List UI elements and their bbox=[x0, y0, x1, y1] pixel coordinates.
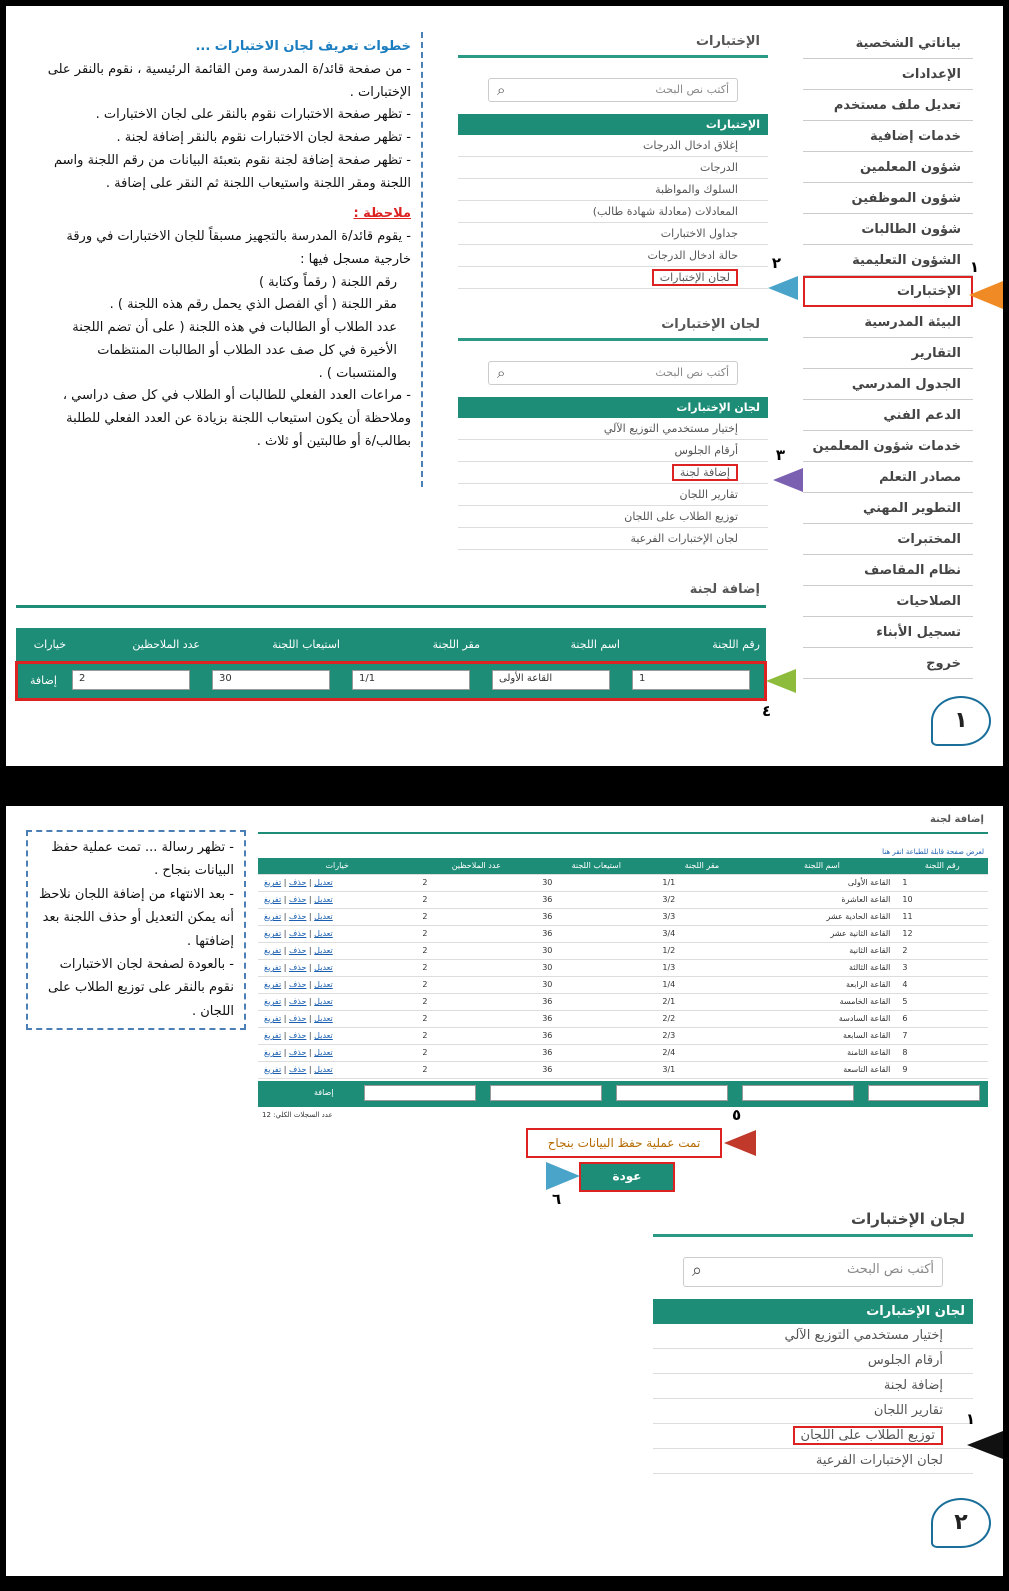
main-menu-item[interactable]: شؤون الموظفين bbox=[803, 183, 973, 214]
table-options: تعديل | حذف | تفريغ bbox=[258, 959, 416, 976]
table-row bbox=[258, 874, 988, 891]
table-cell: 36 bbox=[536, 891, 656, 908]
table-cell: 10 bbox=[896, 891, 988, 908]
committees-submenu-title-2: لجان الإختبارات bbox=[653, 1204, 973, 1237]
option-link[interactable]: حذف bbox=[288, 980, 307, 989]
main-menu-item[interactable]: الإعدادات bbox=[803, 59, 973, 90]
step-marker-2: ٢ bbox=[771, 254, 781, 272]
step-marker-5: ٥ bbox=[732, 1106, 742, 1124]
main-menu bbox=[803, 28, 973, 679]
table-header: استيعاب اللجنة bbox=[536, 858, 656, 874]
committees-menu-item-label: توزيع الطلاب على اللجان bbox=[624, 510, 738, 523]
option-link[interactable]: حذف bbox=[288, 1048, 307, 1057]
table-cell: 1 bbox=[896, 874, 988, 891]
option-link[interactable]: تفريغ bbox=[264, 895, 282, 904]
option-link[interactable]: تفريغ bbox=[264, 1065, 282, 1074]
add-form-header: رقم اللجنة bbox=[712, 638, 760, 651]
table-options: تعديل | حذف | تفريغ bbox=[258, 993, 416, 1010]
blue-arrow-icon bbox=[768, 276, 798, 300]
table-cell: 2 bbox=[416, 1044, 536, 1061]
instructions-note-2 bbox=[26, 830, 246, 1030]
add-form-field[interactable]: 2 bbox=[72, 670, 190, 690]
table-cell: 2 bbox=[416, 1027, 536, 1044]
committees-menu-item[interactable] bbox=[653, 1424, 973, 1449]
option-link[interactable]: تعديل bbox=[314, 878, 333, 887]
main-menu-item[interactable]: الصلاحيات bbox=[803, 586, 973, 617]
table-row bbox=[258, 1044, 988, 1061]
table-options: تعديل | حذف | تفريغ bbox=[258, 976, 416, 993]
step-marker-4: ٤ bbox=[762, 702, 772, 720]
table-page-title: إضافة لجنة bbox=[258, 812, 988, 834]
exams-menu-item[interactable] bbox=[458, 223, 768, 245]
table-add-field[interactable] bbox=[616, 1085, 728, 1101]
committees-menu-item-label: لجان الإختبارات الفرعية bbox=[815, 1453, 943, 1468]
committees-menu-item-label: إضافة لجنة bbox=[883, 1378, 943, 1393]
table-add-field[interactable] bbox=[364, 1085, 476, 1101]
table-cell: 1/1 bbox=[656, 874, 747, 891]
committees-menu-item[interactable] bbox=[458, 440, 768, 462]
add-form-field[interactable]: 30 bbox=[212, 670, 330, 690]
instruction-line: - بعد الانتهاء من إضافة اللجان نلاحظ أنه يمكن التعديل أو حذف اللجنة بعد إضافتها . bbox=[38, 886, 234, 949]
table-options: تعديل | حذف | تفريغ bbox=[258, 1061, 416, 1078]
main-menu-item[interactable]: البيئة المدرسية bbox=[803, 307, 973, 338]
black-arrow-icon bbox=[967, 1431, 1003, 1459]
committees-menu-item-label: إختيار مستخدمي التوزيع الآلي bbox=[603, 422, 738, 435]
exams-submenu-title: الإختبارات bbox=[458, 28, 768, 58]
table-cell: 30 bbox=[536, 874, 656, 891]
exams-menu-item[interactable] bbox=[458, 245, 768, 267]
table-header: اسم اللجنة bbox=[747, 858, 896, 874]
success-message: تمت عملية حفظ البيانات بنجاح bbox=[526, 1128, 722, 1158]
main-menu-item[interactable]: الإختبارات bbox=[803, 276, 973, 307]
committees-submenu bbox=[458, 311, 768, 550]
table-row bbox=[258, 908, 988, 925]
table-cell: 7 bbox=[896, 1027, 988, 1044]
committees-active-item-2[interactable]: لجان الإختبارات bbox=[653, 1299, 973, 1324]
instructions-title: خطوات تعريف لجان الاختبارات ... bbox=[195, 39, 411, 54]
option-link[interactable]: تفريغ bbox=[264, 946, 282, 955]
table-cell: 2/1 bbox=[656, 993, 747, 1010]
add-form-header: استيعاب اللجنة bbox=[272, 638, 340, 651]
add-form-field[interactable]: 1 bbox=[632, 670, 750, 690]
option-link[interactable]: تعديل bbox=[314, 929, 333, 938]
search-icon[interactable]: ⌕ bbox=[692, 1260, 703, 1281]
main-menu-item[interactable]: مصادر التعلم bbox=[803, 462, 973, 493]
table-cell: القاعة الثالثة bbox=[747, 959, 896, 976]
add-form-header: اسم اللجنة bbox=[570, 638, 620, 651]
table-cell: 3/1 bbox=[656, 1061, 747, 1078]
table-options: تعديل | حذف | تفريغ bbox=[258, 1044, 416, 1061]
orange-arrow-icon bbox=[969, 281, 1003, 309]
step-marker-1: ١ bbox=[969, 258, 979, 276]
table-cell: القاعة العاشرة bbox=[747, 891, 896, 908]
search-input[interactable]: أكتب نص البحث ⌕ bbox=[488, 361, 738, 385]
note-line: - مراعات العدد الفعلي للطالبات أو الطلاب في كل صف دراسي ، وملاحظة أن يكون استيعاب اللجنة بزيادة عن العدد الفعلي للطلبة بطالب/ة أو طالبتين أو ثلاث . bbox=[62, 388, 411, 449]
option-link[interactable]: تفريغ bbox=[264, 997, 282, 1006]
committees-menu-item-label: لجان الإختبارات الفرعية bbox=[630, 532, 738, 545]
table-cell: 8 bbox=[896, 1044, 988, 1061]
table-cell: 2 bbox=[416, 925, 536, 942]
blue-arrow-icon bbox=[546, 1162, 580, 1190]
option-link[interactable]: تفريغ bbox=[264, 1048, 282, 1057]
add-form-header: عدد الملاحظين bbox=[132, 638, 200, 651]
table-header: خيارات bbox=[258, 858, 416, 874]
table-cell: 2 bbox=[416, 976, 536, 993]
table-cell: 3/2 bbox=[656, 891, 747, 908]
table-cell: 2 bbox=[896, 942, 988, 959]
note-line: - يقوم قائد/ة المدرسة بالتجهيز مسبقاً للجان الاختبارات في ورقة خارجية مسجل فيها : bbox=[66, 229, 411, 267]
option-link[interactable]: حذف bbox=[288, 1031, 307, 1040]
table-cell: 9 bbox=[896, 1061, 988, 1078]
main-menu-item[interactable]: التطوير المهني bbox=[803, 493, 973, 524]
table-cell: القاعة السابعة bbox=[747, 1027, 896, 1044]
step-marker-6: ٦ bbox=[552, 1190, 562, 1208]
back-button[interactable]: عودة bbox=[581, 1164, 673, 1190]
table-cell: 2 bbox=[416, 891, 536, 908]
step-marker-3: ٣ bbox=[775, 446, 785, 464]
main-menu-item[interactable]: نظام المقاصف bbox=[803, 555, 973, 586]
table-add-row bbox=[258, 1081, 988, 1107]
exams-menu-item[interactable] bbox=[458, 201, 768, 223]
table-row bbox=[258, 1027, 988, 1044]
add-form-field[interactable]: القاعة الأولى bbox=[492, 670, 610, 690]
committees-table-panel bbox=[258, 812, 988, 1123]
table-cell: القاعة الخامسة bbox=[747, 993, 896, 1010]
committees-menu-item-label: توزيع الطلاب على اللجان bbox=[793, 1426, 943, 1445]
main-menu-item[interactable]: الدعم الفني bbox=[803, 400, 973, 431]
table-options: تعديل | حذف | تفريغ bbox=[258, 1027, 416, 1044]
option-link[interactable]: تفريغ bbox=[264, 929, 282, 938]
table-header: رقم اللجنة bbox=[896, 858, 988, 874]
table-row bbox=[258, 942, 988, 959]
option-link[interactable]: حذف bbox=[288, 895, 307, 904]
tutorial-panel-2 bbox=[6, 806, 1003, 1576]
exams-menu-item[interactable] bbox=[458, 157, 768, 179]
main-menu-item[interactable]: الشؤون التعليمية bbox=[803, 245, 973, 276]
page-number-seal-2: ٢ bbox=[931, 1498, 991, 1548]
table-cell: 2 bbox=[416, 1061, 536, 1078]
table-row bbox=[258, 1061, 988, 1078]
table-cell: 3/3 bbox=[656, 908, 747, 925]
committees-menu-item[interactable] bbox=[458, 506, 768, 528]
option-link[interactable]: تعديل bbox=[314, 980, 333, 989]
committees-menu-item[interactable] bbox=[653, 1349, 973, 1374]
committees-menu-item-label: أرقام الجلوس bbox=[674, 444, 738, 457]
table-cell: القاعة السادسة bbox=[747, 1010, 896, 1027]
table-cell: 36 bbox=[536, 1061, 656, 1078]
table-cell: 36 bbox=[536, 993, 656, 1010]
option-link[interactable]: تفريغ bbox=[264, 963, 282, 972]
table-cell: 2 bbox=[416, 993, 536, 1010]
option-link[interactable]: حذف bbox=[288, 946, 307, 955]
option-link[interactable]: حذف bbox=[288, 878, 307, 887]
instruction-line: - تظهر صفحة إضافة لجنة نقوم بتعبئة البيانات من رقم اللجنة واسم اللجنة ومقر اللجنة واستيعاب اللجنة ثم النقر على إضافة . bbox=[54, 152, 411, 191]
committees-table bbox=[258, 858, 988, 1079]
main-menu-item[interactable]: خروج bbox=[803, 648, 973, 679]
search-icon[interactable]: ⌕ bbox=[497, 81, 506, 99]
table-cell: القاعة الأولى bbox=[747, 874, 896, 891]
exams-menu-item-label: لجان الإختبارات bbox=[652, 269, 738, 286]
instructions-note bbox=[23, 32, 423, 487]
main-menu-item[interactable]: شؤون الطالبات bbox=[803, 214, 973, 245]
table-cell: 36 bbox=[536, 1027, 656, 1044]
table-cell: 36 bbox=[536, 1010, 656, 1027]
exams-active-item[interactable]: الإختبارات bbox=[458, 114, 768, 135]
table-header: مقر اللجنة bbox=[656, 858, 747, 874]
table-row bbox=[258, 976, 988, 993]
option-link[interactable]: تعديل bbox=[314, 1065, 333, 1074]
committees-menu-item[interactable] bbox=[653, 1399, 973, 1424]
option-link[interactable]: تفريغ bbox=[264, 1014, 282, 1023]
table-cell: 36 bbox=[536, 1044, 656, 1061]
committees-menu-item[interactable] bbox=[653, 1374, 973, 1399]
instruction-line: - بالعودة لصفحة لجان الاختبارات نقوم بالنقر على توزيع الطلاب على اللجان . bbox=[47, 956, 234, 1019]
option-link[interactable]: حذف bbox=[288, 929, 307, 938]
note-line: مقر اللجنة ( أي الفصل الذي يحمل رقم هذه اللجنة ) . bbox=[109, 297, 397, 313]
exams-menu-item-label: حالة ادخال الدرجات bbox=[647, 249, 738, 262]
main-menu-item[interactable]: شؤون المعلمين bbox=[803, 152, 973, 183]
add-committee-form bbox=[16, 578, 766, 700]
exams-menu-item-label: جداول الاختبارات bbox=[660, 227, 738, 240]
option-link[interactable]: تفريغ bbox=[264, 980, 282, 989]
step-marker-7: ١ bbox=[965, 1410, 975, 1428]
option-link[interactable]: تعديل bbox=[314, 1014, 333, 1023]
tutorial-panel-1 bbox=[6, 6, 1003, 766]
option-link[interactable]: تعديل bbox=[314, 1031, 333, 1040]
purple-arrow-icon bbox=[773, 468, 803, 492]
table-cell: 2 bbox=[416, 874, 536, 891]
exams-menu-item[interactable] bbox=[458, 267, 768, 289]
exams-menu-item-label: المعادلات (معادلة شهادة طالب) bbox=[592, 205, 738, 218]
main-menu-item[interactable]: المختبرات bbox=[803, 524, 973, 555]
table-options: تعديل | حذف | تفريغ bbox=[258, 908, 416, 925]
option-link[interactable]: تعديل bbox=[314, 997, 333, 1006]
table-cell: 1/4 bbox=[656, 976, 747, 993]
exams-menu-item-label: إغلاق ادخال الدرجات bbox=[643, 139, 738, 152]
option-link[interactable]: تعديل bbox=[314, 912, 333, 921]
table-options: تعديل | حذف | تفريغ bbox=[258, 942, 416, 959]
table-cell: 3/4 bbox=[656, 925, 747, 942]
committees-menu-item-label: إختيار مستخدمي التوزيع الآلي bbox=[784, 1328, 943, 1343]
search-input[interactable]: أكتب نص البحث ⌕ bbox=[488, 78, 738, 102]
table-cell: 30 bbox=[536, 976, 656, 993]
option-link[interactable]: تفريغ bbox=[264, 878, 282, 887]
add-form-header: خيارات bbox=[33, 638, 66, 651]
committees-menu-item[interactable] bbox=[458, 462, 768, 484]
search-icon[interactable]: ⌕ bbox=[497, 364, 506, 382]
instruction-line: - تظهر صفحة الاختبارات نقوم بالنقر على لجان الاختبارات . bbox=[95, 107, 411, 123]
table-add-field[interactable] bbox=[742, 1085, 854, 1101]
records-total: عدد السجلات الكلي: 12 bbox=[262, 1110, 333, 1119]
committees-menu-item[interactable] bbox=[458, 418, 768, 440]
committees-menu-item-label: إضافة لجنة bbox=[672, 464, 738, 481]
committees-menu-item[interactable] bbox=[653, 1324, 973, 1349]
committees-menu-item[interactable] bbox=[458, 484, 768, 506]
table-row bbox=[258, 925, 988, 942]
option-link[interactable]: تعديل bbox=[314, 1048, 333, 1057]
table-cell: 36 bbox=[536, 925, 656, 942]
table-cell: 11 bbox=[896, 908, 988, 925]
option-link[interactable]: حذف bbox=[288, 997, 307, 1006]
main-menu-item[interactable]: تعديل ملف مستخدم bbox=[803, 90, 973, 121]
table-row bbox=[258, 959, 988, 976]
table-cell: 1/3 bbox=[656, 959, 747, 976]
exams-menu-item[interactable] bbox=[458, 135, 768, 157]
main-menu-item[interactable]: الجدول المدرسي bbox=[803, 369, 973, 400]
option-link[interactable]: حذف bbox=[288, 1014, 307, 1023]
table-options: تعديل | حذف | تفريغ bbox=[258, 891, 416, 908]
table-cell: 12 bbox=[896, 925, 988, 942]
print-link[interactable]: لعرض صفحة قابلة للطباعة انقر هنا bbox=[882, 848, 984, 856]
table-row bbox=[258, 891, 988, 908]
table-options: تعديل | حذف | تفريغ bbox=[258, 874, 416, 891]
table-add-field[interactable] bbox=[868, 1085, 980, 1101]
committees-menu-item[interactable] bbox=[653, 1449, 973, 1474]
exams-menu-item[interactable] bbox=[458, 179, 768, 201]
table-add-field[interactable] bbox=[490, 1085, 602, 1101]
table-cell: 2 bbox=[416, 1010, 536, 1027]
add-form-field[interactable]: 1/1 bbox=[352, 670, 470, 690]
note-heading: ملاحظة : bbox=[353, 206, 411, 222]
add-button[interactable]: إضافة bbox=[30, 674, 57, 687]
option-link[interactable]: تفريغ bbox=[264, 912, 282, 921]
committees-menu-item-label: تقارير اللجان bbox=[679, 488, 738, 501]
instruction-line: - تظهر صفحة لجان الاختبارات نقوم بالنقر إضافة لجنة . bbox=[116, 130, 411, 145]
option-link[interactable]: تعديل bbox=[314, 963, 333, 972]
add-form-headers bbox=[16, 628, 766, 662]
table-cell: 3 bbox=[896, 959, 988, 976]
table-cell: القاعة التاسعة bbox=[747, 1061, 896, 1078]
note-line: عدد الطلاب أو الطالبات في هذه اللجنة ( على أن تضم اللجنة الأخيرة في كل صف عدد الطلاب أو الطالبات المنتظمات والمنتسبات ) . bbox=[72, 320, 397, 381]
table-cell: 30 bbox=[536, 959, 656, 976]
table-row bbox=[258, 993, 988, 1010]
main-menu-item[interactable]: تسجيل الأبناء bbox=[803, 617, 973, 648]
note-line: رقم اللجنة ( رقماً وكتابة ) bbox=[258, 274, 397, 290]
table-cell: 36 bbox=[536, 908, 656, 925]
table-cell: القاعة الرابعة bbox=[747, 976, 896, 993]
add-form-header: مقر اللجنة bbox=[432, 638, 480, 651]
table-add-button[interactable]: إضافة bbox=[314, 1087, 334, 1097]
search-input[interactable]: أكتب نص البحث ⌕ bbox=[683, 1257, 943, 1287]
table-options: تعديل | حذف | تفريغ bbox=[258, 925, 416, 942]
table-cell: 2 bbox=[416, 959, 536, 976]
table-cell: 4 bbox=[896, 976, 988, 993]
table-cell: 2/3 bbox=[656, 1027, 747, 1044]
main-menu-item[interactable]: خدمات إضافية bbox=[803, 121, 973, 152]
committees-active-item[interactable]: لجان الإختبارات bbox=[458, 397, 768, 418]
table-cell: 30 bbox=[536, 942, 656, 959]
red-arrow-icon bbox=[724, 1130, 756, 1156]
committees-menu-item-label: تقارير اللجان bbox=[873, 1403, 943, 1418]
add-form-title: إضافة لجنة bbox=[16, 578, 766, 608]
table-row bbox=[258, 1010, 988, 1027]
table-cell: القاعة الثامنة bbox=[747, 1044, 896, 1061]
main-menu-item[interactable]: خدمات شؤون المعلمين bbox=[803, 431, 973, 462]
option-link[interactable]: تعديل bbox=[314, 895, 333, 904]
table-cell: 5 bbox=[896, 993, 988, 1010]
committees-menu-item-label: أرقام الجلوس bbox=[867, 1353, 943, 1368]
table-cell: 2/2 bbox=[656, 1010, 747, 1027]
table-cell: القاعة الحادية عشر bbox=[747, 908, 896, 925]
table-options: تعديل | حذف | تفريغ bbox=[258, 1010, 416, 1027]
table-cell: 6 bbox=[896, 1010, 988, 1027]
table-cell: القاعة الثانية عشر bbox=[747, 925, 896, 942]
add-form-row bbox=[16, 662, 766, 700]
option-link[interactable]: حذف bbox=[288, 963, 307, 972]
option-link[interactable]: تفريغ bbox=[264, 1031, 282, 1040]
option-link[interactable]: حذف bbox=[288, 912, 307, 921]
instruction-line: - تظهر رسالة ... تمت عملية حفظ البيانات بنجاح . bbox=[51, 840, 234, 879]
instruction-line: - من صفحة قائد/ة المدرسة ومن القائمة الرئيسية ، نقوم بالنقر على الإختبارات . bbox=[47, 61, 411, 100]
option-link[interactable]: حذف bbox=[288, 1065, 307, 1074]
page-number-seal: ١ bbox=[931, 696, 991, 746]
committees-menu-item[interactable] bbox=[458, 528, 768, 550]
table-header: عدد الملاحظين bbox=[416, 858, 536, 874]
table-cell: 2 bbox=[416, 942, 536, 959]
green-arrow-icon bbox=[766, 669, 796, 693]
table-cell: القاعة الثانية bbox=[747, 942, 896, 959]
option-link[interactable]: تعديل bbox=[314, 946, 333, 955]
exams-menu-item-label: السلوك والمواظبة bbox=[655, 183, 738, 196]
table-cell: 2 bbox=[416, 908, 536, 925]
main-menu-item[interactable]: التقارير bbox=[803, 338, 973, 369]
exams-menu-item-label: الدرجات bbox=[699, 161, 738, 174]
table-cell: 1/2 bbox=[656, 942, 747, 959]
committees-submenu-title: لجان الإختبارات bbox=[458, 311, 768, 341]
table-cell: 2/4 bbox=[656, 1044, 747, 1061]
main-menu-item[interactable]: بياناتي الشخصية bbox=[803, 28, 973, 59]
committees-submenu-2 bbox=[653, 1204, 973, 1474]
exams-submenu bbox=[458, 28, 768, 289]
